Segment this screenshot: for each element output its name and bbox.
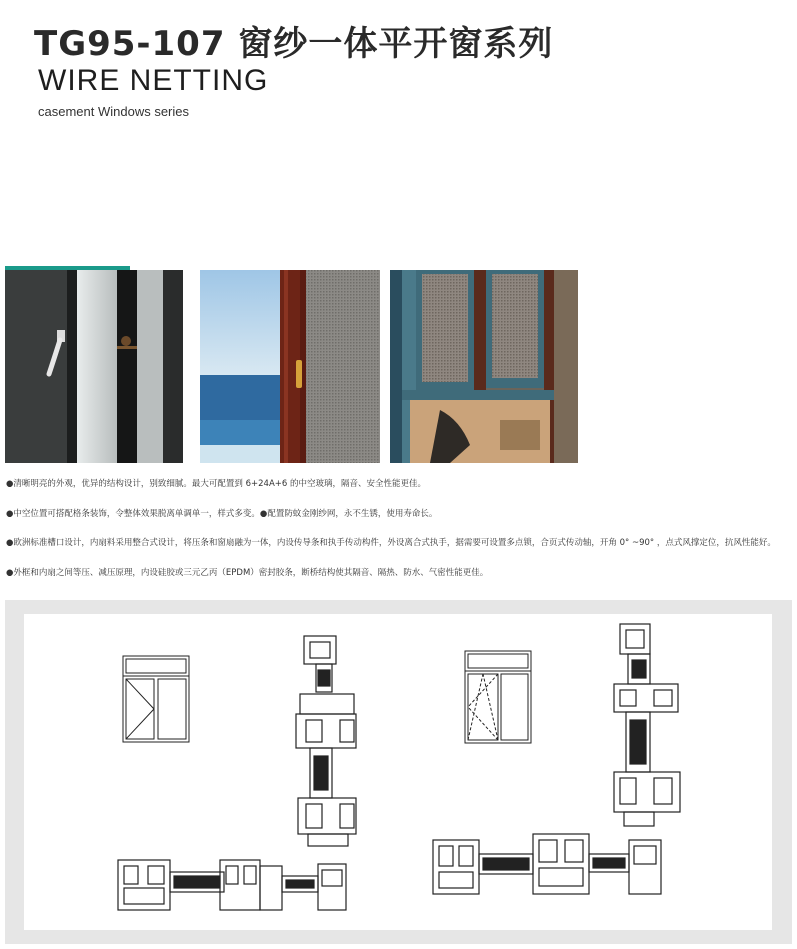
- technical-drawing-area: [24, 614, 772, 930]
- page-subtitle: WIRE NETTING: [38, 64, 269, 97]
- dark-window-handle-photo: [5, 270, 183, 463]
- teal-frame-screen-window-photo: [390, 270, 578, 463]
- horizontal-section-right: [433, 834, 661, 894]
- feature-line-2: ●中空位置可搭配格条装饰，令整体效果脱离单调单一，样式多变。●配置防蚊金刚纱网，永不生锈，使用寿命长。: [6, 509, 438, 519]
- page-subtitle-secondary: casement Windows series: [38, 104, 189, 119]
- feature-line-4: ●外框和内扇之间等压、减压原理，内设硅胶或三元乙丙（EPDM）密封胶条，断桥结构使其隔音、隔热、防水、气密性能更佳。: [6, 568, 489, 578]
- vertical-section-left: [296, 636, 356, 846]
- horizontal-section-left: [118, 860, 346, 910]
- feature-line-1: ●清晰明亮的外观，优异的结构设计，别致细腻。最大可配置到 6+24A+6 的中空玻璃，隔音、安全性能更佳。: [6, 479, 427, 489]
- feature-line-3: ●欧洲标准槽口设计，内扇料采用整合式设计，将压条和窗扇融为一体，内设传导条和执手传动构件，外设离合式执手，据需要可设置多点锁，合页式传动轴，开角 0° ~90° ，点式风撑定位，抗风性能好。: [6, 538, 776, 548]
- wood-window-screen-sea-photo: [200, 270, 380, 463]
- window-elevation-right: [465, 651, 531, 743]
- vertical-section-right: [614, 624, 680, 826]
- page-title: TG95-107 窗纱一体平开窗系列: [34, 24, 554, 64]
- window-elevation-left: [123, 656, 189, 742]
